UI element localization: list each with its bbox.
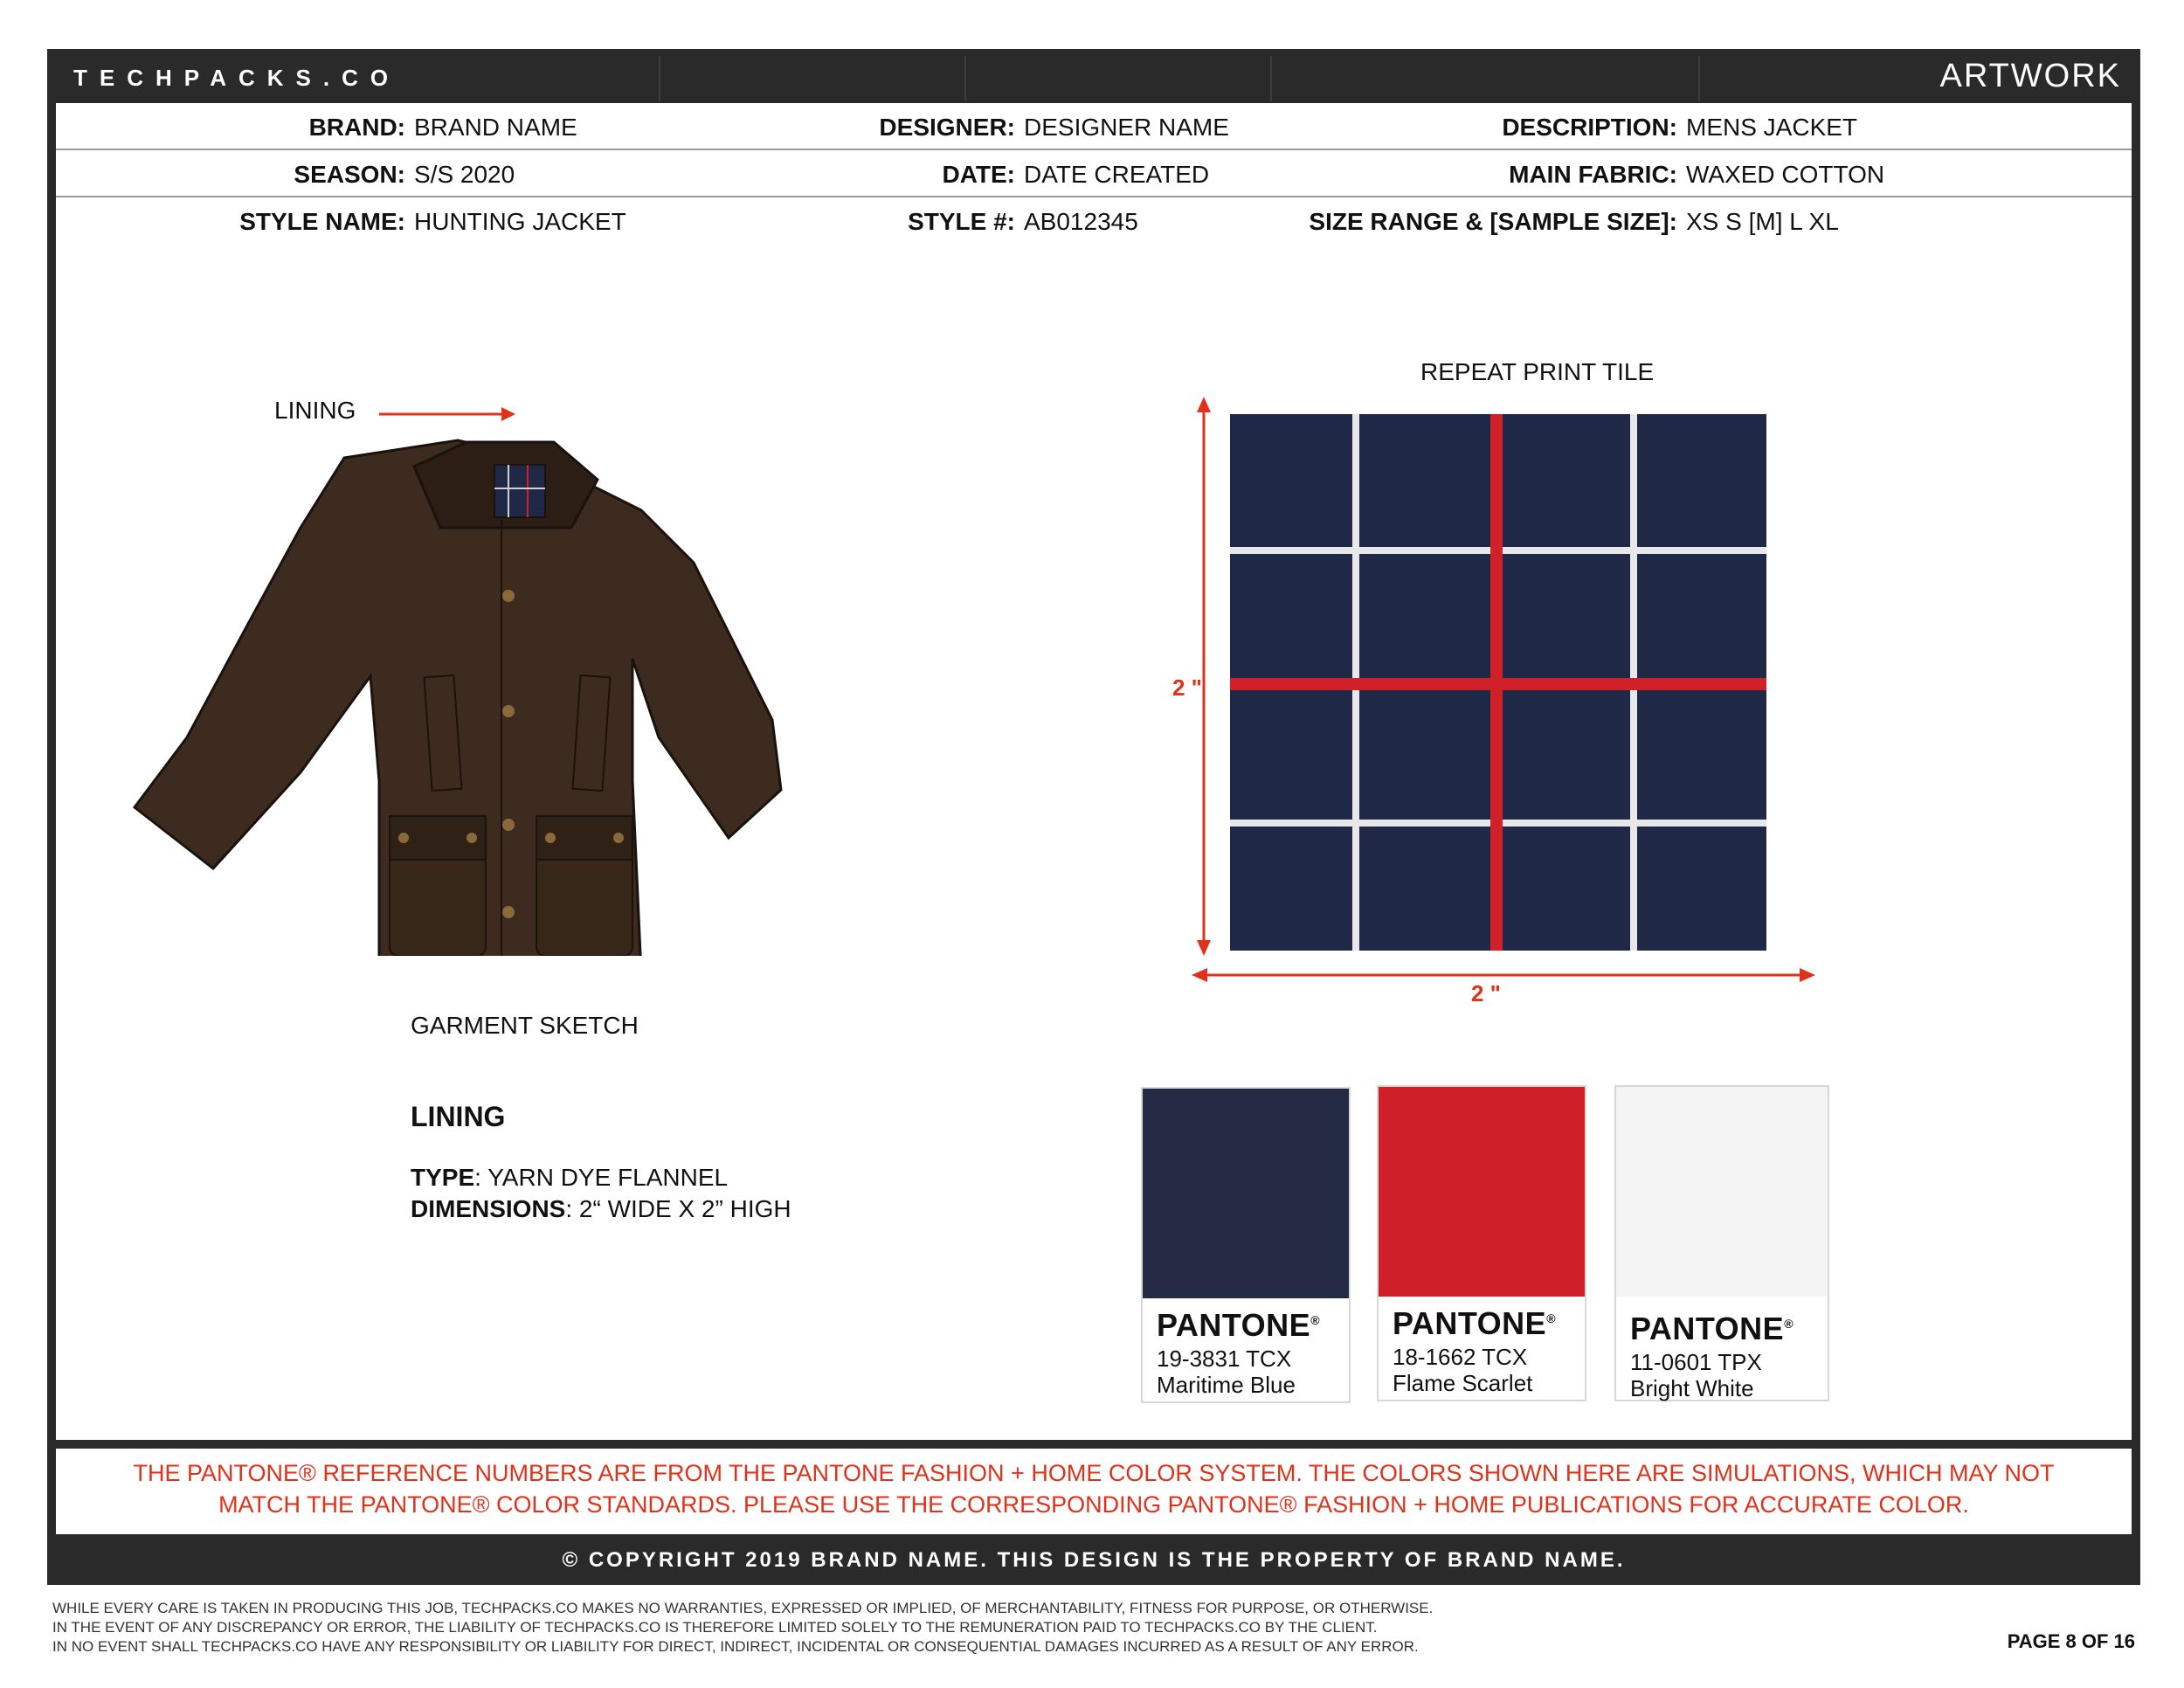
pantone-swatch bbox=[1377, 1085, 1586, 1401]
date-value: DATE CREATED bbox=[1024, 161, 1210, 188]
page-frame bbox=[47, 49, 2140, 1585]
swatch-color-name: Flame Scarlet bbox=[1393, 1370, 1533, 1396]
print-tile-graphic bbox=[1183, 397, 1847, 1026]
description-value: MENS JACKET bbox=[1686, 114, 1858, 141]
designer-label: DESIGNER: bbox=[879, 114, 1015, 141]
legal-notice bbox=[52, 1599, 1433, 1657]
lining-heading: LINING bbox=[411, 1101, 506, 1132]
swatch-code: 19-3831 TCX bbox=[1157, 1346, 1292, 1372]
style-number-value: AB012345 bbox=[1024, 208, 1138, 235]
header-cell bbox=[964, 56, 1270, 101]
pantone-swatch bbox=[1141, 1087, 1351, 1403]
style-name-value: HUNTING JACKET bbox=[414, 208, 626, 235]
header-cell bbox=[1270, 56, 1698, 101]
date-label: DATE: bbox=[942, 161, 1015, 188]
main-fabric-label: MAIN FABRIC: bbox=[1509, 161, 1677, 188]
copyright-bar: © COPYRIGHT 2019 BRAND NAME. THIS DESIGN IS THE PROPERTY OF BRAND NAME. bbox=[562, 1548, 1626, 1572]
swatch-brand: PANTONE® bbox=[1393, 1305, 1557, 1341]
lining-type bbox=[411, 1164, 728, 1192]
brand-label: BRAND: bbox=[308, 114, 405, 141]
disclaimer-line: MATCH THE PANTONE® COLOR STANDARDS. PLEASE USE THE CORRESPONDING PANTONE® FASHION + HOME PUBLICATIONS FOR ACCURATE COLOR. bbox=[218, 1491, 1969, 1518]
description-label: DESCRIPTION: bbox=[1502, 114, 1677, 141]
season-label: SEASON: bbox=[294, 161, 405, 188]
info-row bbox=[56, 103, 2132, 150]
disclaimer-line: THE PANTONE® REFERENCE NUMBERS ARE FROM THE PANTONE FASHION + HOME COLOR SYSTEM. THE COLORS SHOWN HERE ARE SIMULATIONS, WHICH MAY NOT bbox=[133, 1460, 2055, 1486]
size-range-label: SIZE RANGE & [SAMPLE SIZE]: bbox=[1309, 208, 1677, 235]
style-number-label: STYLE #: bbox=[908, 208, 1015, 235]
swatch-color-chip bbox=[1143, 1089, 1349, 1298]
swatch-brand: PANTONE® bbox=[1630, 1311, 1794, 1346]
lining-type-value: : YARN DYE FLANNEL bbox=[474, 1164, 729, 1191]
swatch-brand: PANTONE® bbox=[1157, 1307, 1321, 1343]
page-number: PAGE 8 OF 16 bbox=[2007, 1630, 2135, 1652]
main-panel bbox=[56, 248, 2132, 1440]
lining-callout-label: LINING bbox=[274, 397, 356, 424]
swatch-color-chip bbox=[1616, 1087, 1828, 1297]
lining-dimensions-value: : 2“ WIDE X 2” HIGH bbox=[565, 1195, 791, 1222]
size-range-value: XS S [M] L XL bbox=[1686, 208, 1839, 235]
header-cell bbox=[659, 56, 964, 101]
designer-value: DESIGNER NAME bbox=[1024, 114, 1229, 141]
lining-dimensions bbox=[411, 1195, 791, 1223]
pantone-swatch bbox=[1614, 1085, 1829, 1401]
swatch-color-name: Bright White bbox=[1630, 1375, 1754, 1401]
tile-height-label: 2 " bbox=[1172, 675, 1203, 701]
swatch-color-chip bbox=[1379, 1087, 1585, 1297]
swatch-color-name: Maritime Blue bbox=[1157, 1372, 1296, 1398]
main-fabric-value: WAXED COTTON bbox=[1686, 161, 1885, 188]
legal-line: IN NO EVENT SHALL TECHPACKS.CO HAVE ANY RESPONSIBILITY OR LIABILITY FOR DIRECT, INDIRECT, INCIDENTAL OR CONSEQUENTIAL DAMAGES INCURRED AS A RESULT OF ANY ERROR. bbox=[52, 1638, 1419, 1655]
tile-width-label: 2 " bbox=[1471, 980, 1502, 1007]
print-tile-title: REPEAT PRINT TILE bbox=[1420, 358, 1655, 385]
lining-dimensions-label: DIMENSIONS bbox=[411, 1195, 566, 1222]
info-row bbox=[56, 197, 2132, 245]
jacket-sketch bbox=[82, 362, 921, 956]
season-value: S/S 2020 bbox=[414, 161, 515, 188]
header-bar bbox=[47, 49, 2140, 101]
brand-value: BRAND NAME bbox=[414, 114, 577, 141]
info-row bbox=[56, 150, 2132, 197]
logo: TECHPACKS.CO bbox=[73, 65, 401, 91]
lining-type-label: TYPE bbox=[411, 1164, 475, 1191]
garment-sketch-caption: GARMENT SKETCH bbox=[411, 1012, 639, 1039]
page-type-title: ARTWORK bbox=[1939, 58, 2121, 94]
pantone-disclaimer bbox=[56, 1449, 2132, 1534]
style-name-label: STYLE NAME: bbox=[239, 208, 405, 235]
swatch-code: 18-1662 TCX bbox=[1393, 1344, 1528, 1370]
header-cell bbox=[1698, 56, 1700, 101]
legal-line: IN THE EVENT OF ANY DISCREPANCY OR ERROR, THE LIABILITY OF TECHPACKS.CO IS THEREFORE LIMITED SOLELY TO THE REMUNERATION PAID TO TECHPACKS.CO BY THE CLIENT. bbox=[52, 1619, 1378, 1636]
swatch-code: 11-0601 TPX bbox=[1630, 1349, 1762, 1375]
legal-line: WHILE EVERY CARE IS TAKEN IN PRODUCING THIS JOB, TECHPACKS.CO MAKES NO WARRANTIES, EXPRESSED OR IMPLIED, OF MERCHANTABILITY, FITNESS FOR PURPOSE, OR OTHERWISE. bbox=[52, 1600, 1434, 1616]
